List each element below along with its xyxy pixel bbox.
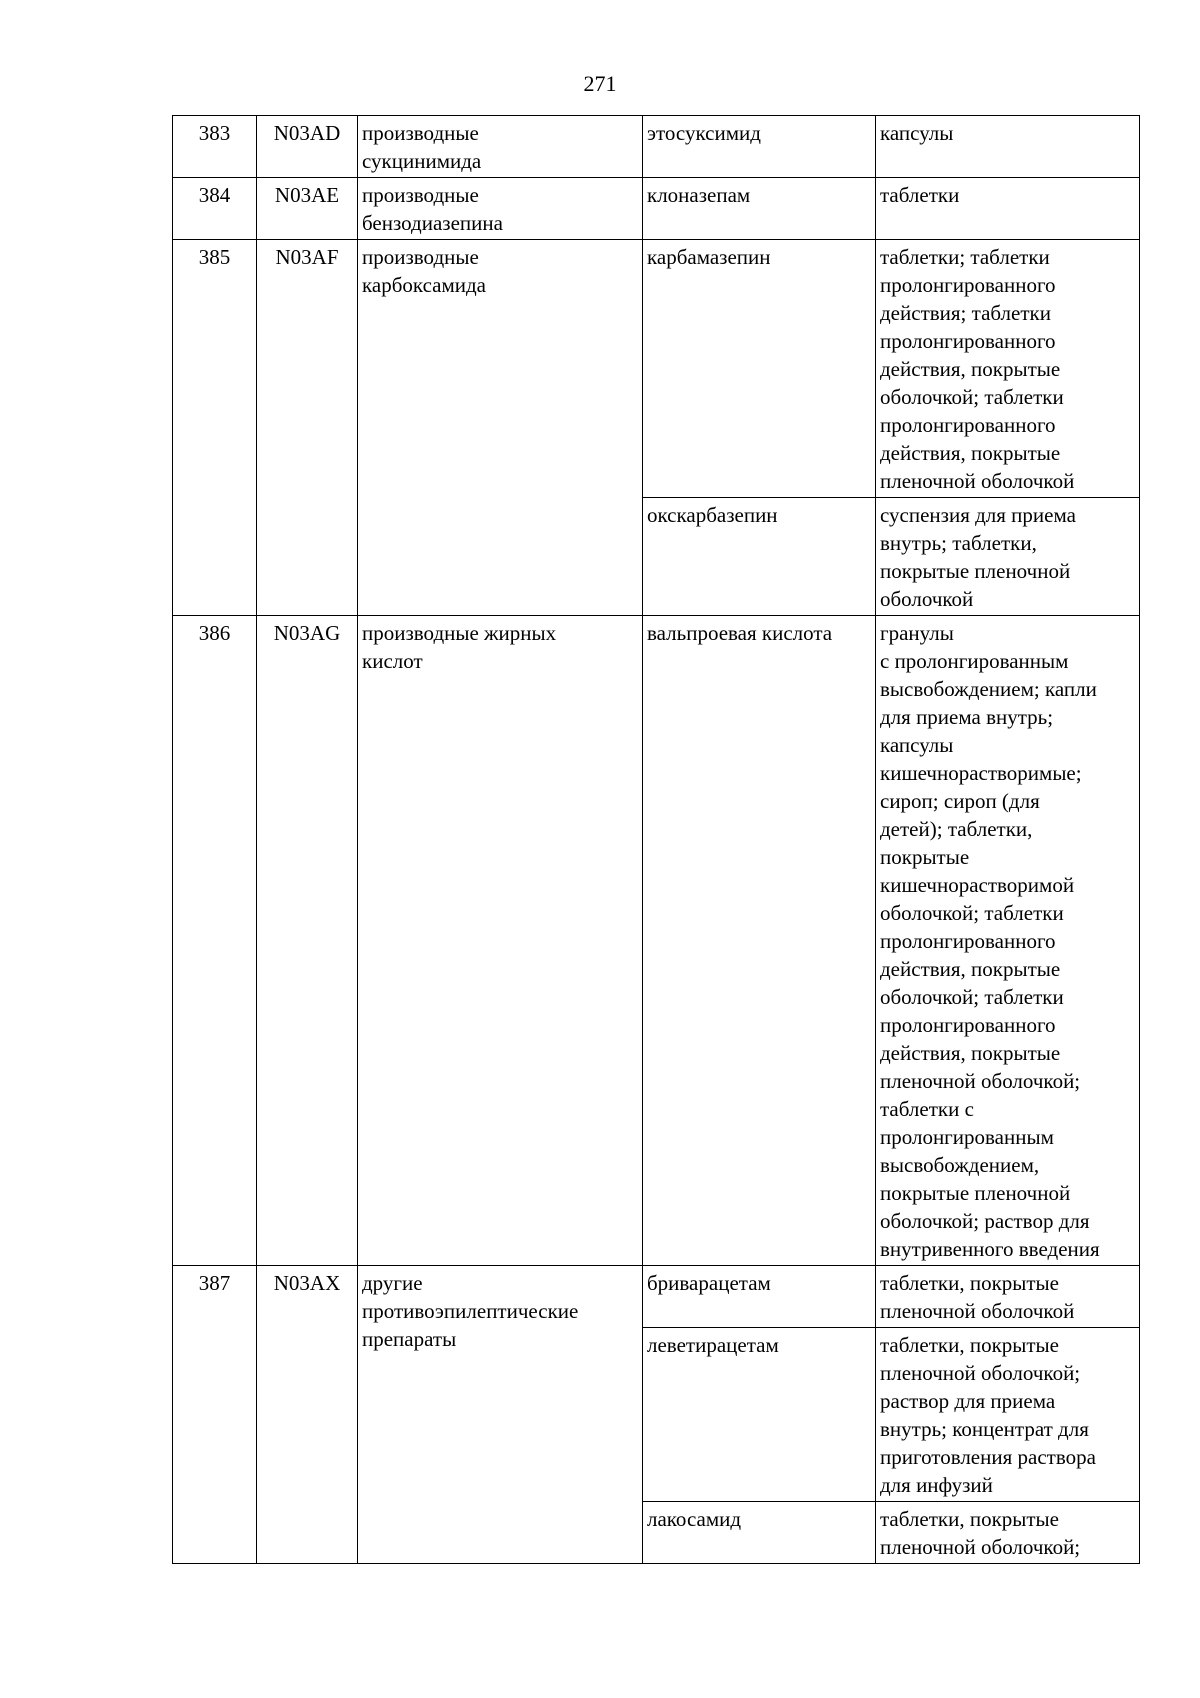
drug-list-table (172, 115, 1140, 1564)
table-row (173, 1266, 1140, 1328)
dosage-forms: таблетки, покрытые пленочной оболочкой; (876, 1502, 1140, 1564)
drug-name: леветирацетам (643, 1328, 876, 1502)
table-row (173, 116, 1140, 178)
atc-code: N03AD (257, 116, 358, 178)
table-row (173, 178, 1140, 240)
group-name: производные сукцинимида (358, 116, 643, 178)
row-number: 383 (173, 116, 257, 178)
table-row (173, 240, 1140, 498)
group-name: производные бензодиазепина (358, 178, 643, 240)
drug-name: этосуксимид (643, 116, 876, 178)
dosage-forms: таблетки (876, 178, 1140, 240)
dosage-forms: таблетки, покрытые пленочной оболочкой (876, 1266, 1140, 1328)
atc-code: N03AX (257, 1266, 358, 1564)
atc-code: N03AG (257, 616, 358, 1266)
atc-code: N03AF (257, 240, 358, 616)
group-name: производные жирных кислот (358, 616, 643, 1266)
drug-name: вальпроевая кислота (643, 616, 876, 1266)
row-number: 387 (173, 1266, 257, 1564)
drug-name: клоназепам (643, 178, 876, 240)
drug-name: лакосамид (643, 1502, 876, 1564)
page-number: 271 (583, 71, 617, 96)
drug-name: карбамазепин (643, 240, 876, 498)
dosage-forms: таблетки; таблетки пролонгированного действия; таблетки пролонгированного действия, покрытые оболочкой; таблетки пролонгированного действия, покрытые пленочной оболочкой (876, 240, 1140, 498)
table-row (173, 616, 1140, 1266)
row-number: 386 (173, 616, 257, 1266)
row-number: 384 (173, 178, 257, 240)
drug-name: окскарбазепин (643, 498, 876, 616)
dosage-forms: гранулы с пролонгированным высвобождением; капли для приема внутрь; капсулы кишечнорастворимые; сироп; сироп (для детей); таблетки, покрытые кишечнорастворимой оболочкой; таблетки пролонгированного действия, покрытые оболочкой; таблетки пролонгированного действия, покрытые пленочной оболочкой; таблетки с пролонгированным высвобождением, покрытые пленочной оболочкой; раствор для внутривенного введения (876, 616, 1140, 1266)
atc-code: N03AE (257, 178, 358, 240)
dosage-forms: таблетки, покрытые пленочной оболочкой; раствор для приема внутрь; концентрат для приготовления раствора для инфузий (876, 1328, 1140, 1502)
drug-name: бриварацетам (643, 1266, 876, 1328)
group-name: производные карбоксамида (358, 240, 643, 616)
group-name: другие противоэпилептические препараты (358, 1266, 643, 1564)
dosage-forms: капсулы (876, 116, 1140, 178)
dosage-forms: суспензия для приема внутрь; таблетки, покрытые пленочной оболочкой (876, 498, 1140, 616)
row-number: 385 (173, 240, 257, 616)
